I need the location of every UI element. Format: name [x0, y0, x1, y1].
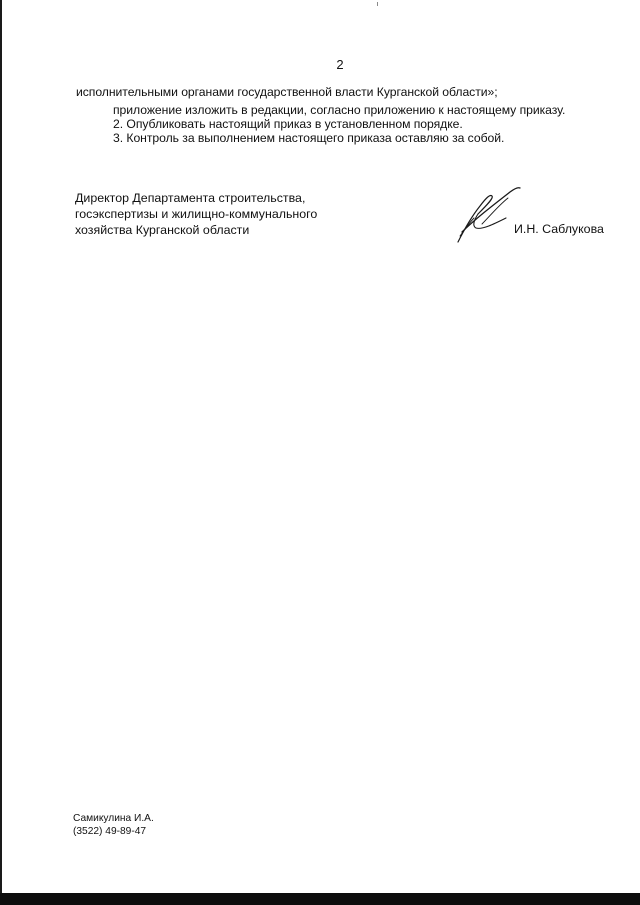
- body-line-1: исполнительными органами государственной власти Курганской области»;: [76, 85, 498, 99]
- executor-name: Самикулина И.А.: [73, 813, 154, 824]
- signature-stroke-flourish: [460, 218, 474, 236]
- body-line-2: приложение изложить в редакции, согласно приложению к настоящему приказу.: [113, 103, 566, 117]
- signer-position: [75, 190, 317, 238]
- scan-artifact: [377, 2, 378, 6]
- body-line-4: 3. Контроль за выполнением настоящего приказа оставляю за собой.: [113, 131, 505, 145]
- signer-position-line-1: Директор Департамента строительства,: [75, 191, 306, 205]
- executor-phone: (3522) 49-89-47: [73, 826, 147, 837]
- scan-edge-bottom: [0, 893, 640, 905]
- signer-position-line-2: госэкспертизы и жилищно-коммунального: [75, 207, 318, 221]
- executor-block: [73, 812, 154, 838]
- signer-position-line-3: хозяйства Курганской области: [75, 223, 250, 237]
- body-line-3: 2. Опубликовать настоящий приказ в установленном порядке.: [113, 117, 463, 131]
- scan-edge-left: [0, 0, 2, 905]
- signer-name: И.Н. Саблукова: [514, 222, 604, 236]
- page-number: 2: [336, 57, 344, 72]
